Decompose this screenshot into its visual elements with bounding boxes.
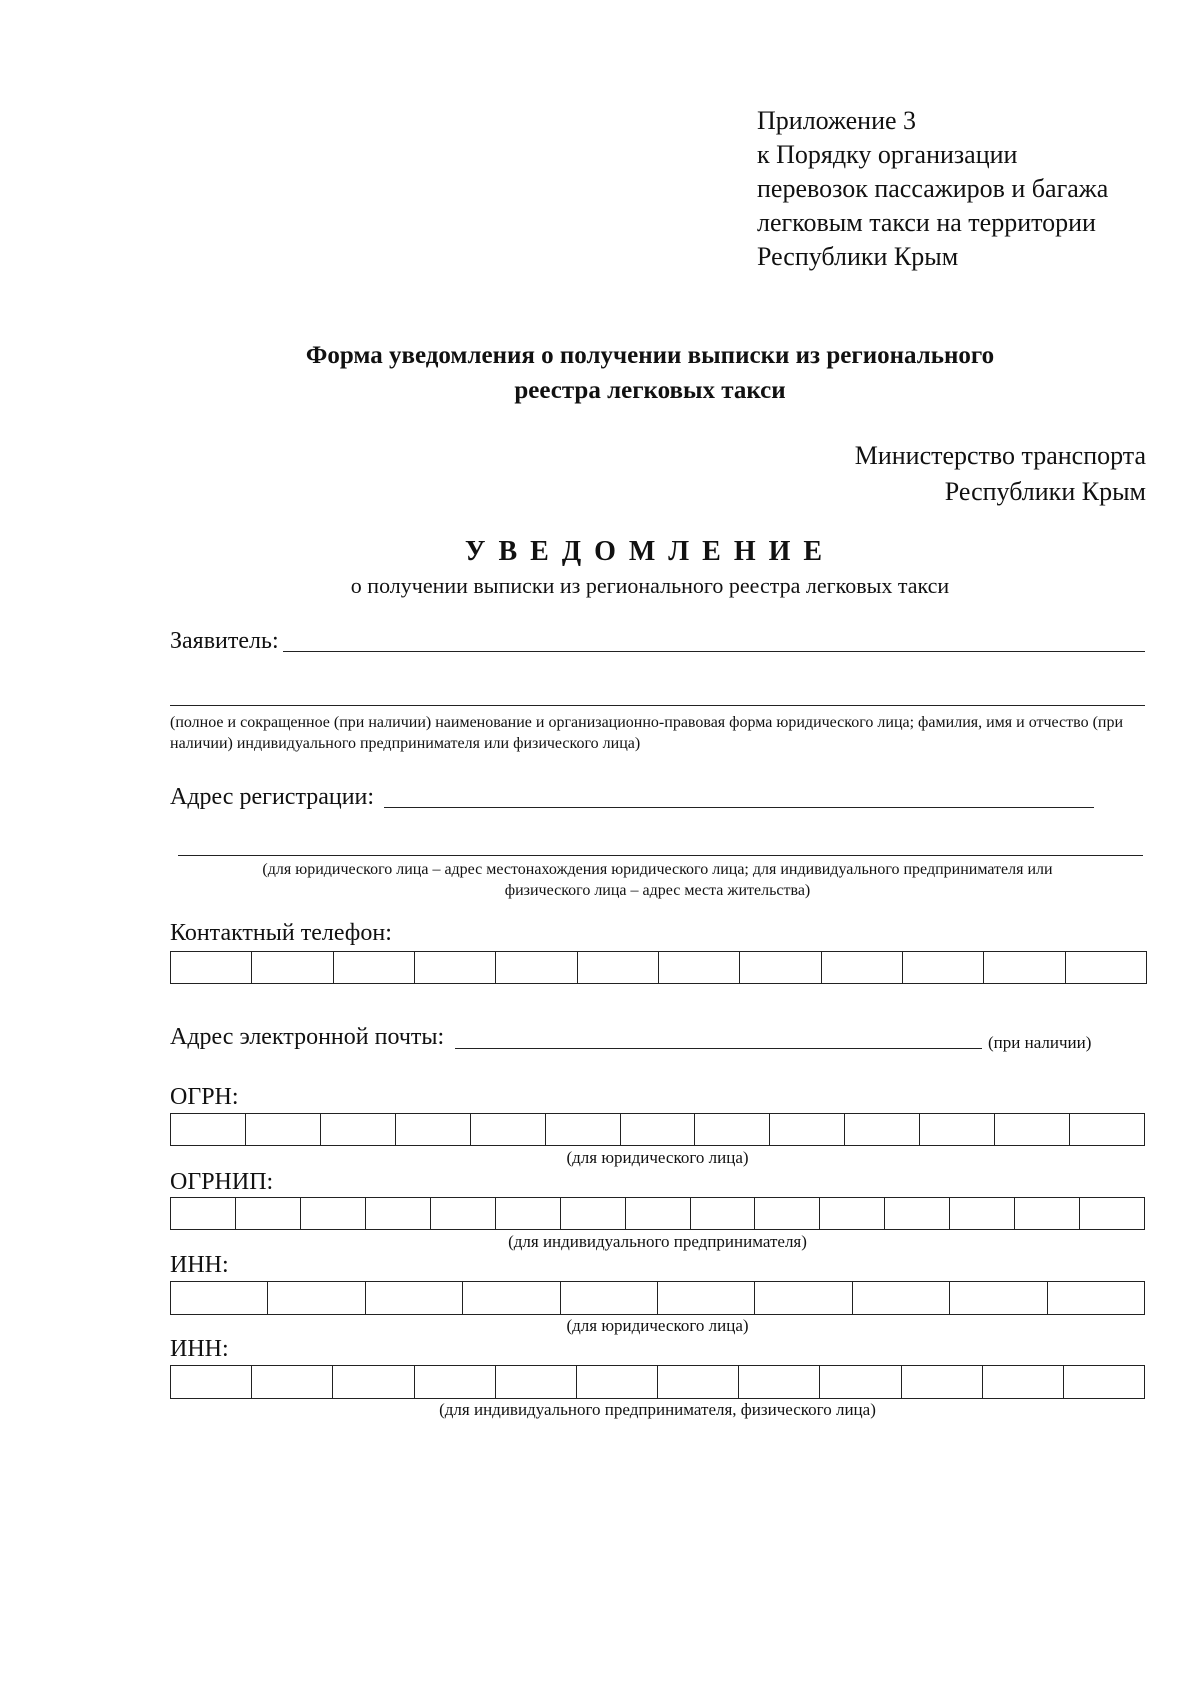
notice-subtitle: о получении выписки из регионального реестра легковых такси [350,573,950,598]
phone-digit-cell[interactable] [171,952,252,983]
registration-address-label: Адрес регистрации: [170,784,375,810]
ogrn-digit-cell[interactable] [471,1114,546,1145]
inn-individual-digit-cell[interactable] [415,1366,496,1398]
inn-legal-cells [170,1281,1145,1315]
ogrn-digit-cell[interactable] [770,1114,845,1145]
applicant-note: (полное и сокращенное (при наличии) наименование и организационно-правовая форма юридического лица; фамилия, имя и отчество (при наличии) индивидуального предпринимателя или физического лица) [170,714,1124,752]
applicant-field-line2[interactable] [170,705,1145,706]
addressee [855,438,1146,510]
appendix-block [757,104,1108,274]
applicant-field[interactable] [283,651,1145,652]
inn-individual-cells [170,1365,1145,1399]
appendix-line: перевозок пассажиров и багажа [757,174,1109,203]
phone-digit-cell[interactable] [740,952,821,983]
form-title [150,338,1150,408]
phone-digit-cell[interactable] [822,952,903,983]
ogrnip-note: (для индивидуального предпринимателя) [508,1232,807,1251]
inn-individual-digit-cell[interactable] [577,1366,658,1398]
inn-legal-digit-cell[interactable] [463,1282,560,1314]
form-title-line: Форма уведомления о получении выписки из регионального [305,342,995,369]
ogrnip-digit-cell[interactable] [1015,1198,1080,1229]
inn-individual-label: ИНН: [170,1336,229,1362]
appendix-line: Приложение 3 [757,106,917,135]
ogrnip-cells [170,1197,1145,1230]
ogrn-digit-cell[interactable] [246,1114,321,1145]
inn-individual-digit-cell[interactable] [658,1366,739,1398]
email-field[interactable] [455,1048,982,1049]
ogrn-digit-cell[interactable] [845,1114,920,1145]
inn-legal-digit-cell[interactable] [561,1282,658,1314]
inn-individual-note: (для индивидуального предпринимателя, физического лица) [439,1400,876,1419]
inn-individual-digit-cell[interactable] [496,1366,577,1398]
inn-individual-digit-cell[interactable] [902,1366,983,1398]
addressee-line: Республики Крым [944,477,1146,506]
ogrnip-digit-cell[interactable] [1080,1198,1144,1229]
addressee-line: Министерство транспорта [854,441,1146,470]
form-title-line: реестра легковых такси [514,377,786,404]
ogrnip-digit-cell[interactable] [755,1198,820,1229]
inn-legal-digit-cell[interactable] [853,1282,950,1314]
inn-individual-digit-cell[interactable] [1064,1366,1144,1398]
ogrn-digit-cell[interactable] [171,1114,246,1145]
phone-digit-cell[interactable] [578,952,659,983]
ogrnip-digit-cell[interactable] [626,1198,691,1229]
ogrnip-digit-cell[interactable] [950,1198,1015,1229]
inn-legal-note: (для юридического лица) [566,1316,749,1335]
inn-legal-digit-cell[interactable] [1048,1282,1144,1314]
inn-individual-digit-cell[interactable] [739,1366,820,1398]
phone-digit-cell[interactable] [496,952,577,983]
phone-digit-cell[interactable] [415,952,496,983]
inn-legal-digit-cell[interactable] [268,1282,365,1314]
inn-individual-digit-cell[interactable] [333,1366,414,1398]
inn-legal-digit-cell[interactable] [950,1282,1047,1314]
registration-address-note-line: физического лица – адрес места жительства) [504,882,811,899]
phone-digit-cell[interactable] [903,952,984,983]
inn-legal-label: ИНН: [170,1252,229,1278]
ogrnip-digit-cell[interactable] [236,1198,301,1229]
ogrnip-digit-cell[interactable] [885,1198,950,1229]
applicant-label: Заявитель: [170,628,279,654]
inn-legal-digit-cell[interactable] [171,1282,268,1314]
registration-address-note-line: (для юридического лица – адрес местонахождения юридического лица; для индивидуального предпринимателя или [262,861,1053,878]
ogrn-digit-cell[interactable] [920,1114,995,1145]
ogrnip-digit-cell[interactable] [366,1198,431,1229]
ogrnip-digit-cell[interactable] [820,1198,885,1229]
ogrnip-digit-cell[interactable] [431,1198,496,1229]
inn-legal-digit-cell[interactable] [755,1282,852,1314]
ogrn-digit-cell[interactable] [1070,1114,1144,1145]
ogrn-digit-cell[interactable] [321,1114,396,1145]
ogrn-digit-cell[interactable] [695,1114,770,1145]
ogrnip-digit-cell[interactable] [691,1198,756,1229]
inn-individual-digit-cell[interactable] [171,1366,252,1398]
registration-address-field[interactable] [384,807,1094,808]
email-label: Адрес электронной почты: [170,1024,445,1050]
email-note: (при наличии) [988,1033,1092,1052]
inn-individual-digit-cell[interactable] [820,1366,901,1398]
phone-digit-cell[interactable] [334,952,415,983]
phone-label: Контактный телефон: [170,920,392,946]
inn-individual-digit-cell[interactable] [252,1366,333,1398]
appendix-line: легковым такси на территории [757,208,1096,237]
ogrnip-digit-cell[interactable] [561,1198,626,1229]
phone-digit-cell[interactable] [1066,952,1146,983]
ogrn-digit-cell[interactable] [396,1114,471,1145]
ogrn-cells [170,1113,1145,1146]
ogrn-label: ОГРН: [170,1084,239,1110]
registration-address-note [170,859,1145,901]
appendix-line: Республики Крым [757,242,959,271]
phone-cells [170,951,1147,984]
inn-legal-digit-cell[interactable] [658,1282,755,1314]
registration-address-field-line2[interactable] [178,855,1143,856]
inn-individual-digit-cell[interactable] [983,1366,1064,1398]
notice-title: УВЕДОМЛЕНИЕ [464,536,836,567]
ogrnip-digit-cell[interactable] [171,1198,236,1229]
ogrn-digit-cell[interactable] [621,1114,696,1145]
inn-legal-digit-cell[interactable] [366,1282,463,1314]
ogrn-note: (для юридического лица) [566,1148,749,1167]
ogrnip-label: ОГРНИП: [170,1169,274,1195]
ogrnip-digit-cell[interactable] [301,1198,366,1229]
appendix-line: к Порядку организации [757,140,1018,169]
phone-digit-cell[interactable] [252,952,333,983]
ogrnip-digit-cell[interactable] [496,1198,561,1229]
ogrn-digit-cell[interactable] [995,1114,1070,1145]
phone-digit-cell[interactable] [659,952,740,983]
ogrn-digit-cell[interactable] [546,1114,621,1145]
phone-digit-cell[interactable] [984,952,1065,983]
